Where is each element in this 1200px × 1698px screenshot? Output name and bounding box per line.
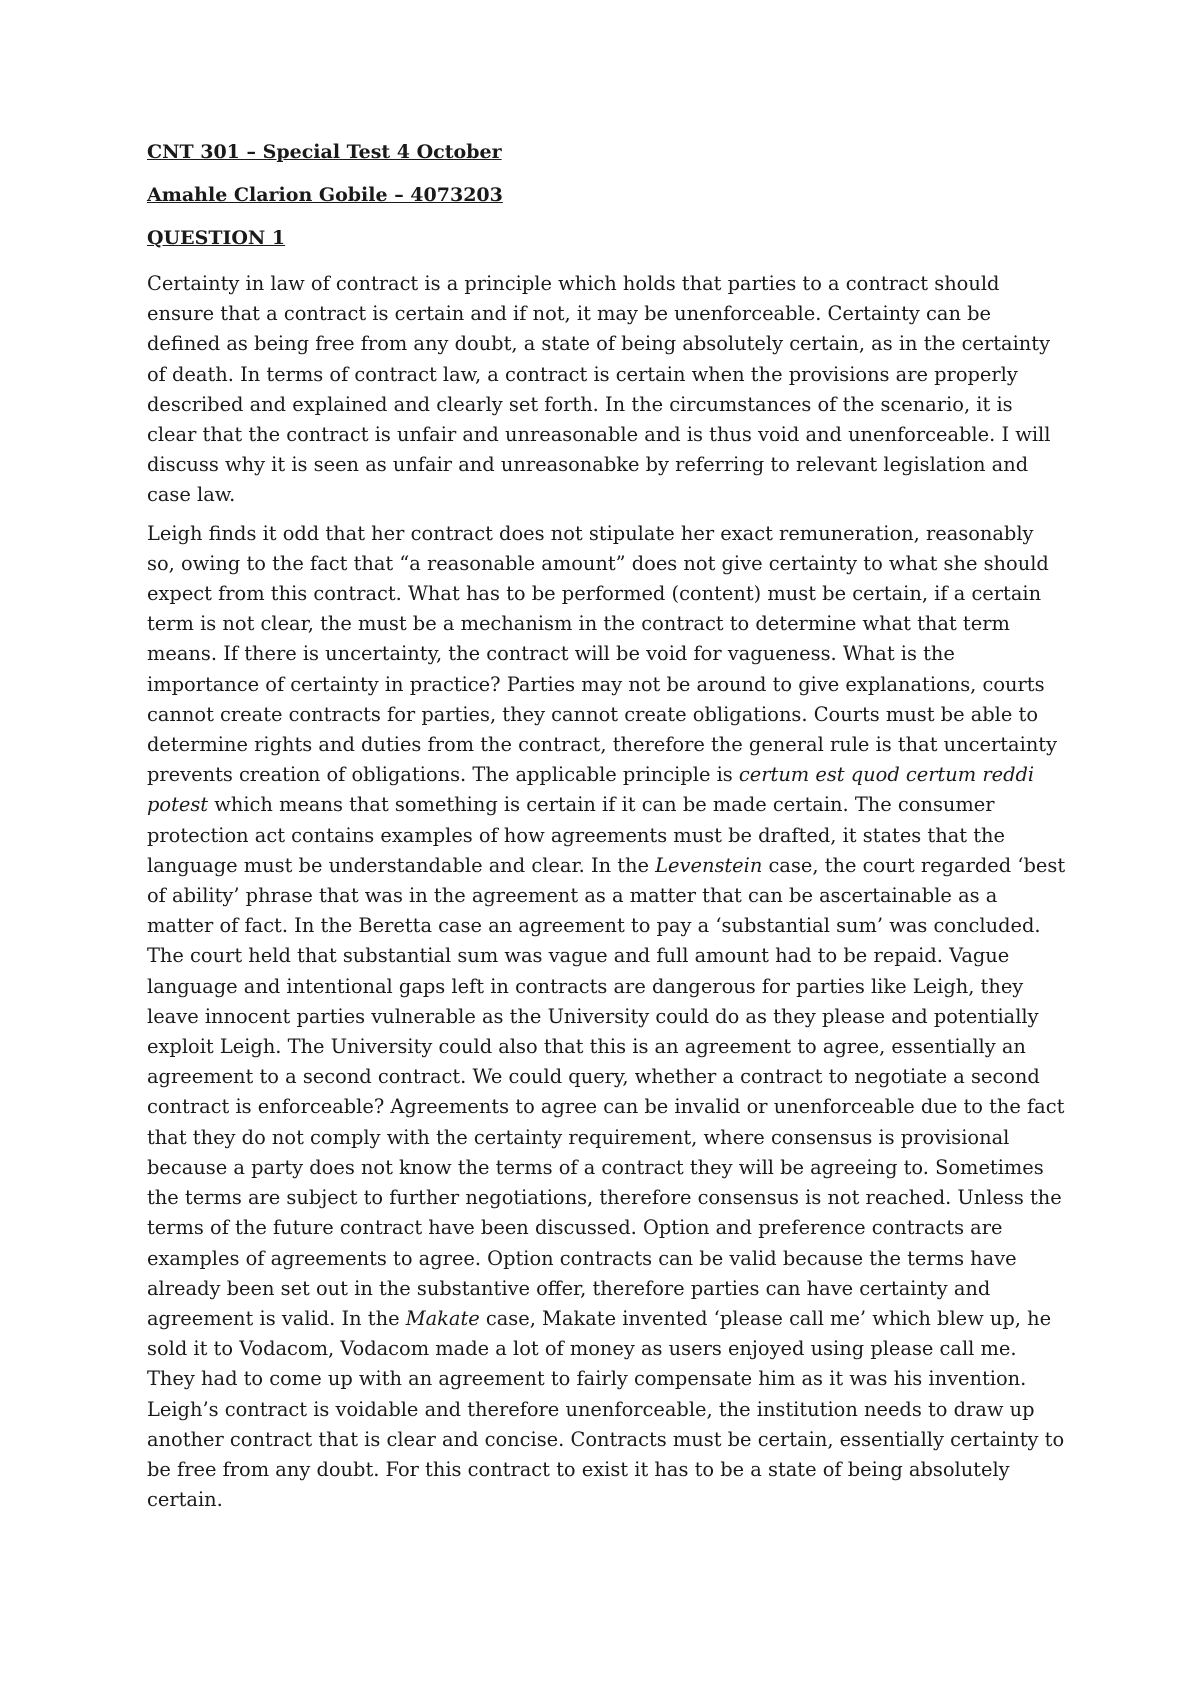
author-line: Amahle Clarion Gobile – 4073203 — [147, 184, 503, 206]
case-name-levenstein: Levenstein — [655, 853, 763, 877]
question-heading: QUESTION 1 — [147, 227, 286, 249]
paragraph-2-text-part-3: case, the court regarded ‘best of ability’ phrase that was in the agreement as a matter that can be ascertainable as a matter of fact. In the Beretta case an agreement to pay a ‘substantial sum’ was concluded. The court held that substantial sum was vague and full amount had to be repaid. Vague language and intentional gaps left in contracts are dangerous for parties like Leigh, they leave innocent parties vulnerable as the University could do as they please and potentially exploit Leigh. The University could also that this is an agreement to agree, essentially an agreement to a second contract. We could query, whether a contract to negotiate a second contract is enforceable? Agreements to agree can be invalid or unenforceable due to the fact that they do not comply with the certainty requirement, where consensus is provisional because a party does not know the terms of a contract they will be agreeing to. Sometimes the terms are subject to further negotiations, therefore consensus is not reached. Unless the terms of the future contract have been discussed. Option and preference contracts are examples of agreements to agree. Option contracts can be valid because the terms have already been set out in the substantive offer, therefore parties can have certainty and agreement is valid. In the — [147, 853, 1066, 1330]
paragraph-2-text-part-1: Leigh finds it odd that her contract does not stipulate her exact remuneration, reasonably so, owing to the fact that “a reasonable amount” does not give certainty to what she should expect from this contract. What has to be performed (content) must be certain, if a certain term is not clear, the must be a mechanism in the contract to determine what that term means. If there is uncertainty, the contract will be void for vagueness. What is the importance of certainty in practice? Parties may not be around to give explanations, courts cannot create contracts for parties, they cannot create obligations. Courts must be able to determine rights and duties from the contract, therefore the general rule is that uncertainty prevents creation of obligations. The applicable principle is — [147, 521, 1058, 787]
paragraph-2 — [147, 519, 1067, 1516]
document-page — [147, 140, 1067, 1523]
case-name-makate: Makate — [405, 1306, 480, 1330]
paragraph-1 — [147, 269, 1067, 511]
paragraph-2-text-part-4: case, Makate invented ‘please call me’ which blew up, he sold it to Vodacom, Vodacom made a lot of money as users enjoyed using please call me. They had to come up with an agreement to fairly compensate him as it was his invention. Leigh’s contract is voidable and therefore unenforceable, the institution needs to draw up another contract that is clear and concise. Contracts must be certain, essentially certainty to be free from any doubt. For this contract to exist it has to be a state of being absolutely certain. — [147, 1306, 1065, 1512]
document-title: CNT 301 – Special Test 4 October — [147, 141, 502, 163]
paragraph-1-text: Certainty in law of contract is a principle which holds that parties to a contract should ensure that a contract is certain and if not, it may be unenforceable. Certainty can be defined as being free from any doubt, a state of being absolutely certain, as in the certainty of death. In terms of contract law, a contract is certain when the provisions are properly described and explained and clearly set forth. In the circumstances of the scenario, it is clear that the contract is unfair and unreasonable and is thus void and unenforceable. I will discuss why it is seen as unfair and unreasonabke by referring to relevant legislation and case law. — [147, 272, 1051, 507]
latin-maxim: certum est quod certum reddi potest — [147, 763, 1035, 817]
paragraph-2-text-part-2: which means that something is certain if it can be made certain. The consumer protection act contains examples of how agreements must be drafted, it states that the language must be understandable and clear. In the — [147, 793, 1005, 877]
